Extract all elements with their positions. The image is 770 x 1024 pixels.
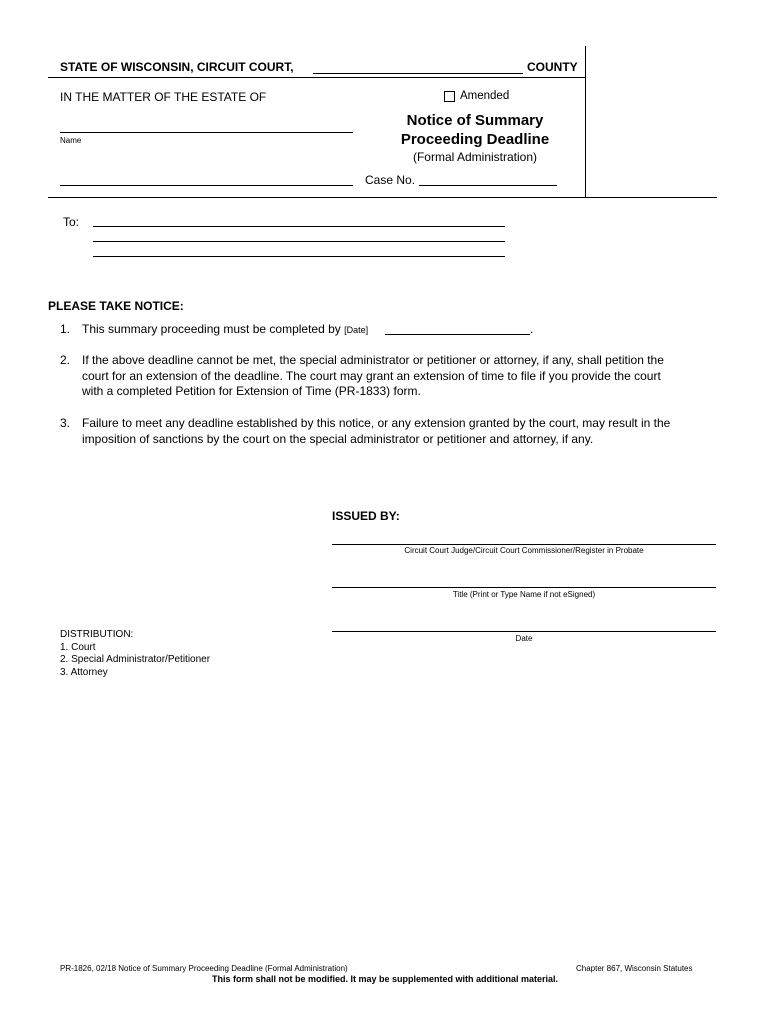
footer-form-id: PR-1826, 02/18 Notice of Summary Proceeding Deadline (Formal Administration): [60, 964, 348, 973]
item2-line: court for an extension of the deadline. The court may grant an extension of time to file if you provide the court: [82, 368, 661, 383]
to-field-line1[interactable]: [93, 226, 505, 227]
form-title-line1: Notice of Summary: [406, 112, 544, 129]
item3-number: 3.: [60, 416, 71, 430]
to-label: To:: [63, 215, 80, 229]
item1-date-label: [Date]: [344, 325, 369, 335]
notice-heading: PLEASE TAKE NOTICE:: [48, 299, 184, 313]
signature-caption: Circuit Court Judge/Circuit Court Commissioner/Register in Probate: [404, 546, 644, 555]
case-no-label: Case No.: [365, 173, 416, 187]
county-field[interactable]: [313, 73, 523, 74]
caption-bottom-rule: [48, 197, 717, 198]
form-title-line2: Proceeding Deadline: [400, 131, 550, 148]
date-caption: Date: [515, 634, 533, 643]
to-field-line2[interactable]: [93, 241, 505, 242]
footer-note: This form shall not be modified. It may be supplemented with additional material.: [211, 974, 559, 984]
item3-line: imposition of sanctions by the court on the special administrator or petitioner and attorney, if any.: [82, 431, 594, 446]
form-subtitle: (Formal Administration): [412, 150, 538, 164]
amended-label: Amended: [460, 90, 510, 102]
item1-period: .: [530, 322, 534, 336]
item1-number: 1.: [60, 322, 71, 336]
matter-label: IN THE MATTER OF THE ESTATE OF: [60, 90, 267, 104]
estate-name-field[interactable]: [60, 132, 353, 133]
item3-text: [82, 416, 712, 447]
estate-name-field-2[interactable]: [60, 185, 353, 186]
deadline-date-field[interactable]: [385, 334, 530, 335]
item3-line: Failure to meet any deadline established by this notice, or any extension granted by the court, may result in the: [82, 416, 671, 430]
caption-vertical-rule: [585, 46, 586, 198]
distribution-item: 1. Court: [60, 641, 96, 653]
item1-sentence: This summary proceeding must be completed by: [82, 322, 341, 336]
item1-text: [82, 322, 368, 336]
state-court-label: STATE OF WISCONSIN, CIRCUIT COURT,: [60, 60, 294, 74]
distribution-item: 2. Special Administrator/Petitioner: [60, 654, 211, 665]
item2-line: with a completed Petition for Extension of Time (PR-1833) form.: [82, 384, 421, 398]
caption-horizontal-rule: [48, 77, 586, 78]
issued-by-heading: ISSUED BY:: [332, 509, 400, 523]
distribution-heading: DISTRIBUTION:: [60, 629, 134, 640]
to-field-line3[interactable]: [93, 256, 505, 257]
item2-line: If the above deadline cannot be met, the special administrator or petitioner or attorney, if any, shall petition the: [82, 353, 664, 367]
title-field[interactable]: [332, 587, 716, 588]
item2-number: 2.: [60, 353, 71, 367]
date-field[interactable]: [332, 631, 716, 632]
name-label: Name: [60, 136, 82, 145]
title-caption: Title (Print or Type Name if not eSigned): [452, 590, 596, 599]
distribution-block: [60, 629, 210, 679]
footer-statute: Chapter 867, Wisconsin Statutes: [576, 964, 693, 973]
county-label: COUNTY: [527, 60, 578, 74]
distribution-item: 3. Attorney: [60, 666, 108, 678]
case-no-field[interactable]: [419, 185, 557, 186]
amended-checkbox[interactable]: [444, 91, 455, 102]
item2-text: [82, 353, 712, 400]
signature-field[interactable]: [332, 544, 716, 545]
